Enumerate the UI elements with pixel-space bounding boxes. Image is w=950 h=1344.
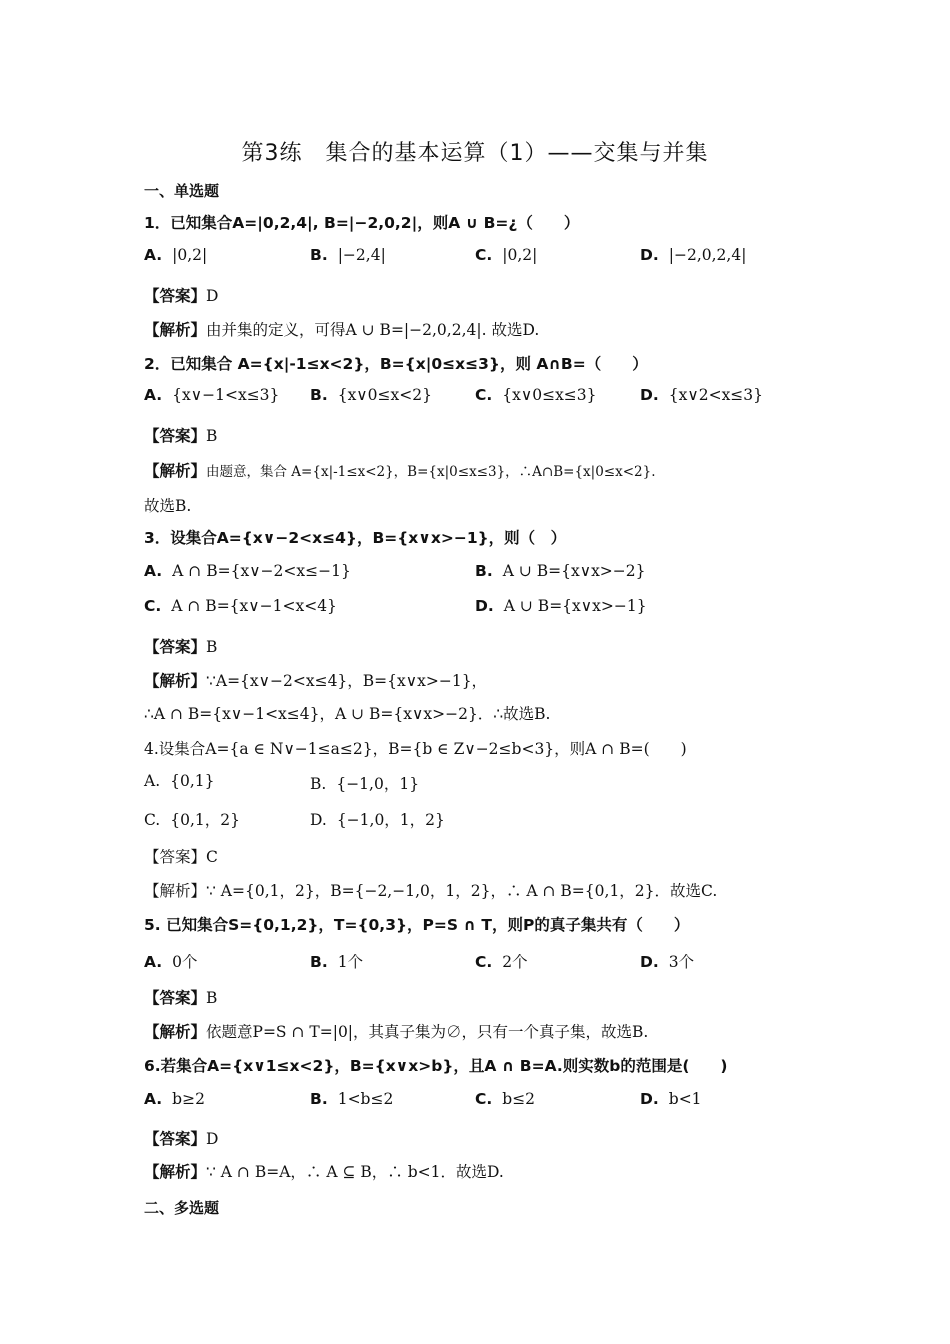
question-2-stem: 2．已知集合 A={x|-1≤x<2}，B={x|0≤x≤3}，则 A∩B=（ ） [144,355,648,373]
question-3-option-a: A. A ∩ B={x∨−2<x≤−1} [144,562,351,580]
section-heading-single-choice: 一、单选题 [144,182,220,200]
question-6-option-d: D. b<1 [640,1090,702,1108]
question-2-option-a: A. {x∨−1<x≤3} [144,386,280,404]
question-1-option-c: C. |0,2| [475,246,538,264]
question-3-option-c: C. A ∩ B={x∨−1<x<4} [144,597,337,615]
question-1-stem: 1．已知集合A=|0,2,4|, B=|−2,0,2|，则A ∪ B=¿（ ） [144,214,580,232]
question-4-option-a: A. {0,1} [144,772,215,790]
question-2-answer: 【答案】B [144,427,218,445]
question-1-option-d: D. |−2,0,2,4| [640,246,747,264]
question-2-analysis-line-2: 故选B. [144,497,192,515]
question-5-stem: 5. 已知集合S={0,1,2}，T={0,3}，P=S ∩ T，则P的真子集共有（ ） [144,916,690,934]
question-6-stem: 6.若集合A={x∨1≤x<2}，B={x∨x>b}，且A ∩ B=A.则实数b的范围是( ) [144,1057,728,1075]
question-3-stem: 3．设集合A={x∨−2<x≤4}，B={x∨x>−1}，则（ ） [144,529,567,547]
question-4-stem: 4.设集合A={a ∈ N∨−1≤a≤2}，B={b ∈ Z∨−2≤b<3}，则A ∩ B=( ) [144,740,687,758]
question-2-option-c: C. {x∨0≤x≤3} [475,386,597,404]
question-1-option-a: A. |0,2| [144,246,208,264]
question-4-option-d: D. {−1,0，1，2} [310,811,445,829]
section-heading-multiple-choice: 二、多选题 [144,1199,220,1217]
question-2-option-d: D. {x∨2<x≤3} [640,386,764,404]
question-3-answer: 【答案】B [144,638,218,656]
question-6-answer: 【答案】D [144,1130,219,1148]
question-6-option-c: C. b≤2 [475,1090,536,1108]
question-5-option-a: A. 0个 [144,953,198,971]
question-5-answer: 【答案】B [144,989,218,1007]
question-1-option-b: B. |−2,4| [310,246,386,264]
question-3-option-d: D. A ∪ B={x∨x>−1} [475,597,647,615]
question-3-analysis-line-2: ∴A ∩ B={x∨−1<x≤4}，A ∪ B={x∨x>−2}．∴故选B. [144,705,551,723]
question-4-option-c: C. {0,1，2} [144,811,240,829]
question-5-option-d: D. 3个 [640,953,695,971]
page-title: 第3练 集合的基本运算（1）——交集与并集 [241,141,709,166]
question-1-answer: 【答案】D [144,287,219,305]
question-4-option-b: B. {−1,0，1} [310,775,420,793]
question-6-analysis: 【解析】∵ A ∩ B=A，∴ A ⊆ B，∴ b<1．故选D. [144,1163,504,1181]
question-4-analysis: 【解析】∵ A={0,1，2}，B={−2,−1,0，1，2}，∴ A ∩ B={0,1，2}．故选C. [144,882,718,900]
question-5-analysis: 【解析】依题意P=S ∩ T=|0|，其真子集为∅，只有一个真子集，故选B. [144,1023,649,1041]
question-5-option-b: B. 1个 [310,953,364,971]
question-3-analysis: 【解析】∵A={x∨−2<x≤4}，B={x∨x>−1}， [144,672,488,690]
question-5-option-c: C. 2个 [475,953,528,971]
question-2-option-b: B. {x∨0≤x<2} [310,386,432,404]
question-4-answer: 【答案】C [144,848,218,866]
question-6-option-a: A. b≥2 [144,1090,205,1108]
question-2-analysis: 【解析】由题意，集合 A={x|-1≤x<2}，B={x|0≤x≤3}，∴A∩B={x|0≤x<2}. [144,462,656,480]
question-1-analysis: 【解析】由并集的定义，可得A ∪ B=|−2,0,2,4|. 故选D. [144,321,540,339]
question-6-option-b: B. 1<b≤2 [310,1090,394,1108]
question-3-option-b: B. A ∪ B={x∨x>−2} [475,562,646,580]
